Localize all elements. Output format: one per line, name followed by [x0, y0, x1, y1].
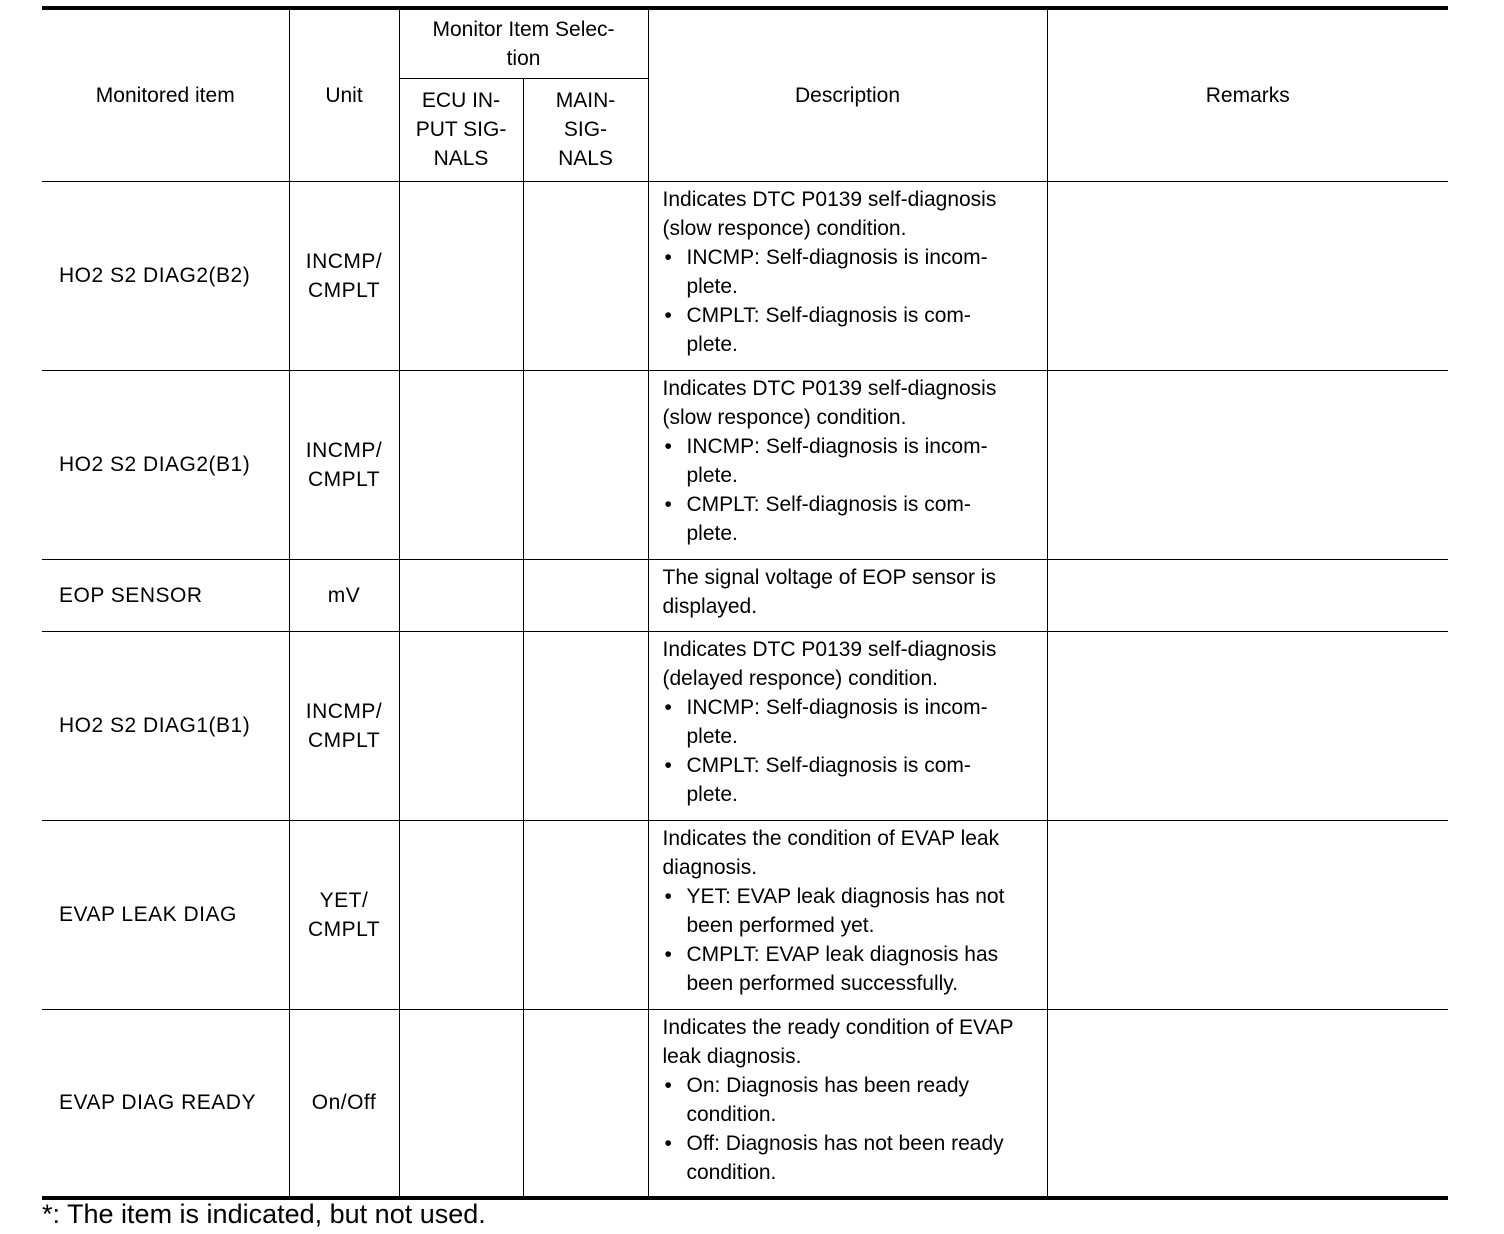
description-bullet: • CMPLT: EVAP leak diagnosis has been performed successfully. — [663, 940, 1037, 998]
table-row — [42, 181, 1448, 370]
header-ecu-input-signals: ECU IN- PUT SIG- NALS — [399, 78, 523, 181]
remarks-cell — [1047, 559, 1448, 631]
ecu-input-signals-cell — [399, 370, 523, 559]
unit-cell: YET/ CMPLT — [289, 820, 399, 1009]
description-text: The signal voltage of EOP sensor is displayed. — [662, 565, 996, 618]
header-monitored-item: Monitored item — [42, 8, 289, 181]
monitor-items-table — [42, 6, 1448, 1200]
footnote: *: The item is indicated, but not used. — [42, 1199, 486, 1229]
unit-cell: mV — [289, 559, 399, 631]
main-signals-cell — [523, 631, 648, 820]
header-description: Description — [648, 8, 1047, 181]
description-bullet: • INCMP: Self-diagnosis is incom- plete. — [663, 432, 1037, 490]
monitored-item-cell: HO2 S2 DIAG2(B2) — [42, 181, 289, 370]
description-bullet: • YET: EVAP leak diagnosis has not been performed yet. — [663, 882, 1037, 940]
table-body — [42, 181, 1448, 1198]
description-bullet: • INCMP: Self-diagnosis is incom- plete. — [663, 243, 1037, 301]
table-row — [42, 1009, 1448, 1198]
description-cell — [648, 631, 1047, 820]
table-row — [42, 370, 1448, 559]
description-text: Indicates the condition of EVAP leak diagnosis. — [662, 826, 1000, 879]
monitored-item-cell: HO2 S2 DIAG1(B1) — [42, 631, 289, 820]
ecu-input-signals-cell — [399, 181, 523, 370]
unit-cell: On/Off — [289, 1009, 399, 1198]
main-signals-cell — [523, 370, 648, 559]
description-bullet-list — [663, 1071, 1037, 1187]
main-signals-cell — [523, 820, 648, 1009]
monitored-item-cell: EVAP LEAK DIAG — [42, 820, 289, 1009]
main-signals-cell — [523, 1009, 648, 1198]
description-bullet: • INCMP: Self-diagnosis is incom- plete. — [663, 693, 1037, 751]
remarks-cell — [1047, 1009, 1448, 1198]
description-bullet-list — [663, 432, 1037, 548]
description-cell — [648, 181, 1047, 370]
description-bullet: • CMPLT: Self-diagnosis is com- plete. — [663, 751, 1037, 809]
header-monitor-item-selection: Monitor Item Selec- tion — [399, 8, 648, 78]
ecu-input-signals-cell — [399, 631, 523, 820]
ecu-input-signals-cell — [399, 1009, 523, 1198]
remarks-cell — [1047, 370, 1448, 559]
table-row — [42, 820, 1448, 1009]
header-unit: Unit — [289, 8, 399, 181]
description-text: Indicates the ready condition of EVAP leak diagnosis. — [662, 1015, 1014, 1068]
description-bullet-list — [663, 243, 1037, 359]
remarks-cell — [1047, 181, 1448, 370]
monitored-item-cell: HO2 S2 DIAG2(B1) — [42, 370, 289, 559]
remarks-cell — [1047, 820, 1448, 1009]
description-cell — [648, 370, 1047, 559]
description-cell — [648, 1009, 1047, 1198]
description-bullet: • Off: Diagnosis has not been ready condition. — [663, 1129, 1037, 1187]
unit-cell: INCMP/ CMPLT — [289, 631, 399, 820]
unit-cell: INCMP/ CMPLT — [289, 370, 399, 559]
description-bullet: • On: Diagnosis has been ready condition. — [663, 1071, 1037, 1129]
unit-cell: INCMP/ CMPLT — [289, 181, 399, 370]
description-bullet: • CMPLT: Self-diagnosis is com- plete. — [663, 301, 1037, 359]
main-signals-cell — [523, 559, 648, 631]
monitored-item-cell: EVAP DIAG READY — [42, 1009, 289, 1198]
description-text: Indicates DTC P0139 self-diagnosis (slow responce) condition. — [662, 187, 997, 240]
header-main-signals: MAIN- SIG- NALS — [523, 78, 648, 181]
remarks-cell — [1047, 631, 1448, 820]
header-remarks: Remarks — [1047, 8, 1448, 181]
description-bullet-list — [663, 693, 1037, 809]
description-cell — [648, 559, 1047, 631]
main-signals-cell — [523, 181, 648, 370]
table-row — [42, 631, 1448, 820]
monitored-item-cell: EOP SENSOR — [42, 559, 289, 631]
ecu-input-signals-cell — [399, 559, 523, 631]
table-row — [42, 559, 1448, 631]
ecu-input-signals-cell — [399, 820, 523, 1009]
description-bullet-list — [663, 882, 1037, 998]
description-text: Indicates DTC P0139 self-diagnosis (slow responce) condition. — [662, 376, 997, 429]
description-bullet: • CMPLT: Self-diagnosis is com- plete. — [663, 490, 1037, 548]
description-text: Indicates DTC P0139 self-diagnosis (delayed responce) condition. — [662, 637, 997, 690]
description-cell — [648, 820, 1047, 1009]
